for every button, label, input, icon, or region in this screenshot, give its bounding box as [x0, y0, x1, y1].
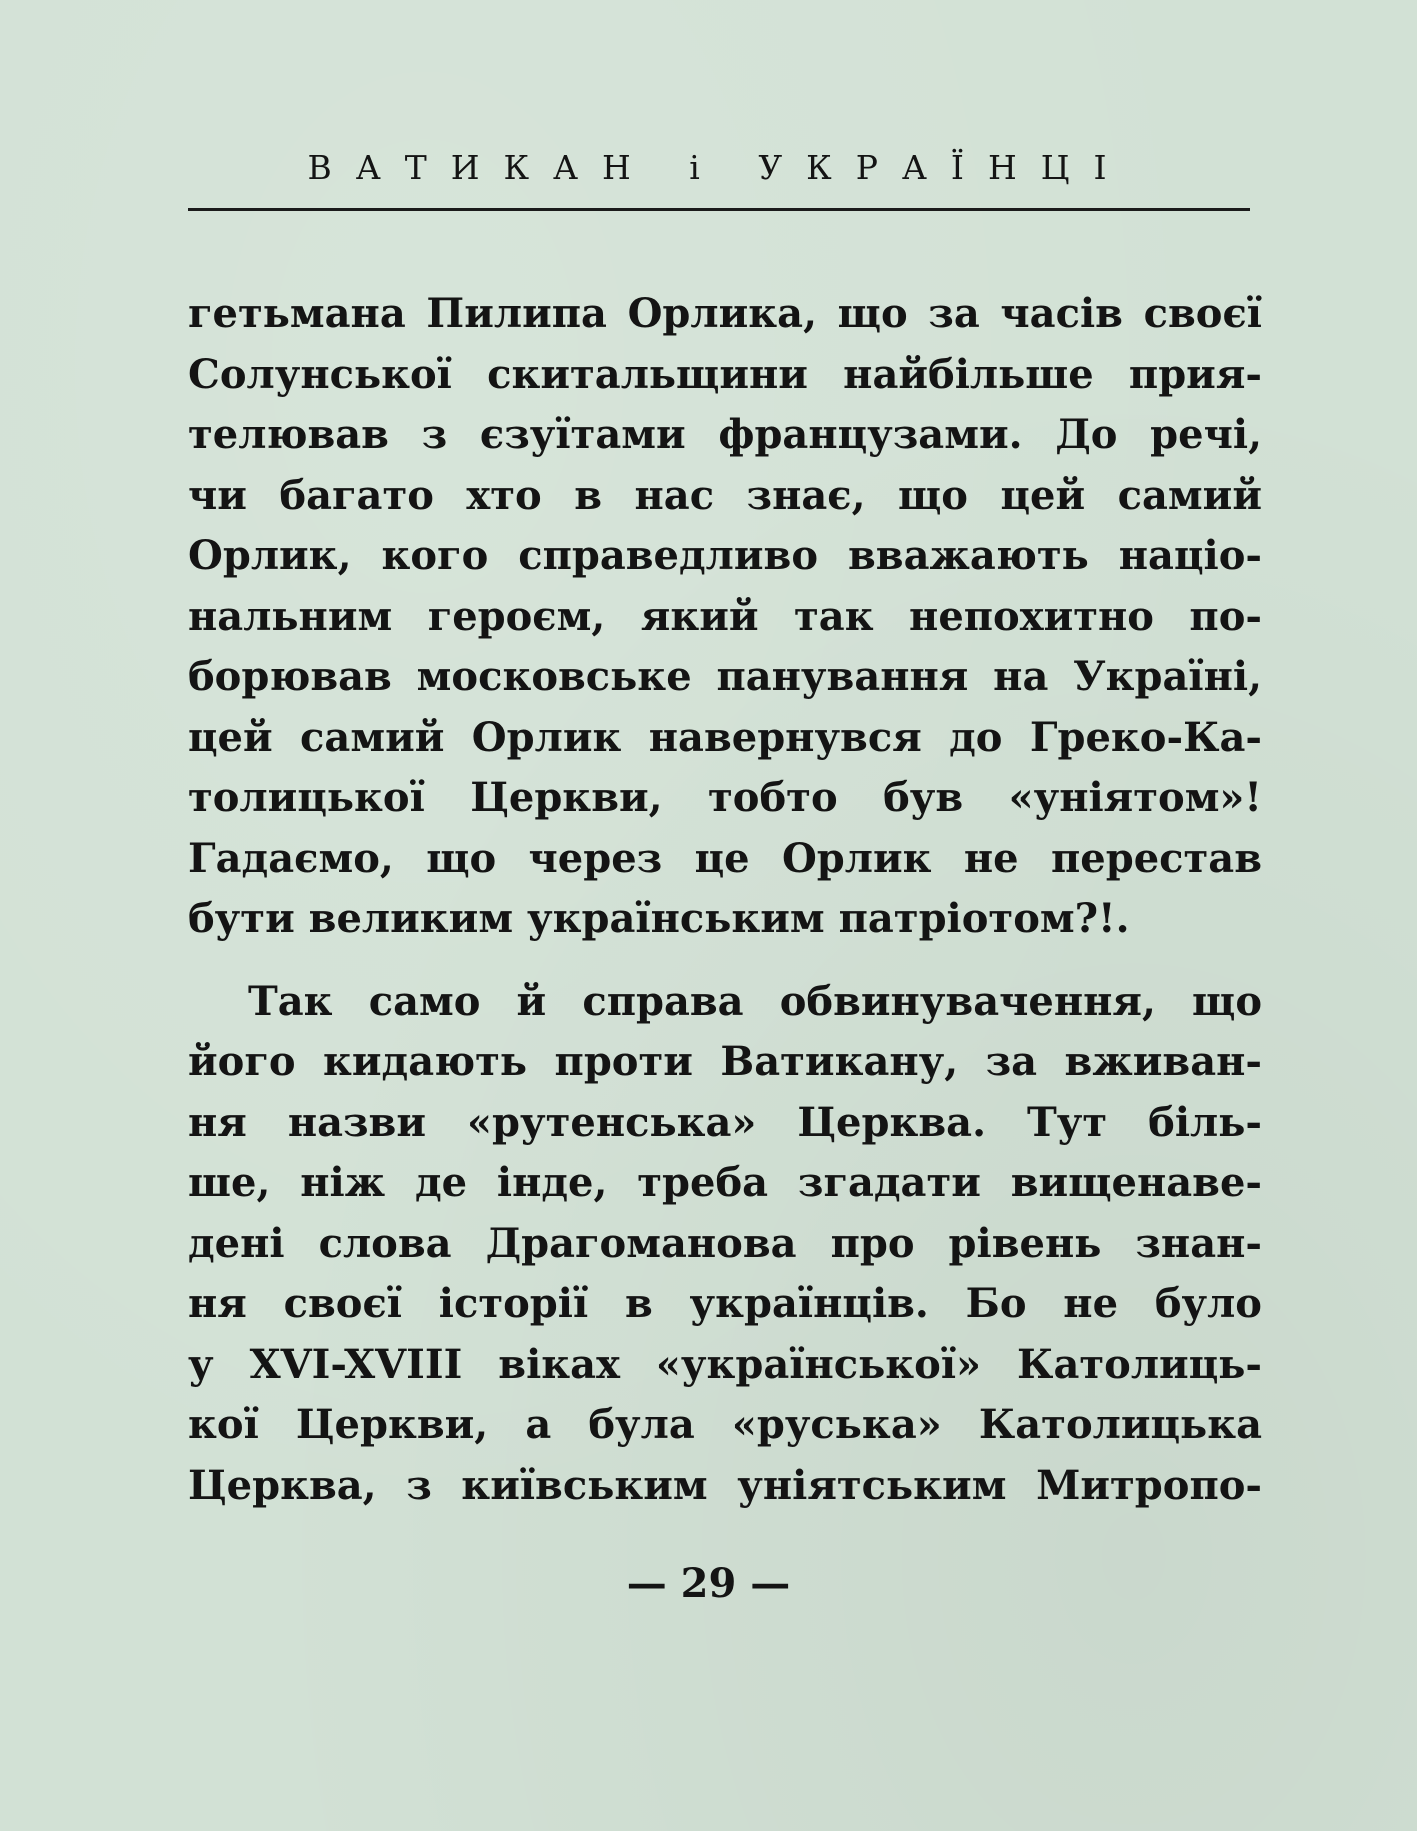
body-text [188, 284, 1262, 1516]
text-line: Церква, з київським уніятським Митропо- [188, 1461, 1262, 1509]
text-line: Солунської скитальщини найбільше прия- [188, 350, 1262, 398]
text-line: Так само й справа обвинувачення, що [248, 977, 1262, 1025]
text-line: гетьмана Пилипа Орлика, що за часів своєї [188, 290, 1262, 337]
text-line: цей самий Орлик навернувся до Греко-Ка- [188, 713, 1262, 761]
text-line: його кидають проти Ватикану, за вживан- [188, 1038, 1262, 1085]
text-line: толицької Церкви, тобто був «уніятом»! [188, 774, 1262, 821]
text-line: чи багато хто в нас знає, що цей самий [188, 471, 1262, 519]
text-line: кої Церкви, а була «руська» Католицька [188, 1401, 1262, 1448]
paragraph-1 [188, 284, 1262, 950]
text-line: дені слова Драгоманова про рівень знан- [188, 1219, 1262, 1267]
text-line: ня своєї історії в українців. Бо не було [188, 1280, 1262, 1327]
text-line: ня назви «рутенська» Церква. Тут біль- [188, 1098, 1262, 1146]
text-line: ше, ніж де інде, треба згадати вищенаве- [188, 1159, 1262, 1206]
text-line: борював московське панування на Україні, [188, 653, 1262, 700]
text-line: бути великим українським патріотом?!. [188, 895, 1130, 942]
text-line: телював з єзуїтами французами. До речі, [188, 411, 1262, 458]
header-rule [188, 208, 1250, 211]
text-line: у XVI-XVIII віках «української» Католиць- [188, 1340, 1262, 1388]
text-line: Орлик, кого справедливо вважають націо- [188, 532, 1262, 579]
text-line: Гадаємо, що через це Орлик не перестав [188, 834, 1262, 882]
page-number: — 29 — [626, 1560, 791, 1607]
paragraph-2 [188, 972, 1262, 1517]
paragraph-spacing [188, 950, 1262, 972]
text-line: нальним героєм, який так непохитно по- [188, 592, 1262, 640]
running-head: ВАТИКАН і УКРАЇНЦІ [307, 148, 1131, 187]
